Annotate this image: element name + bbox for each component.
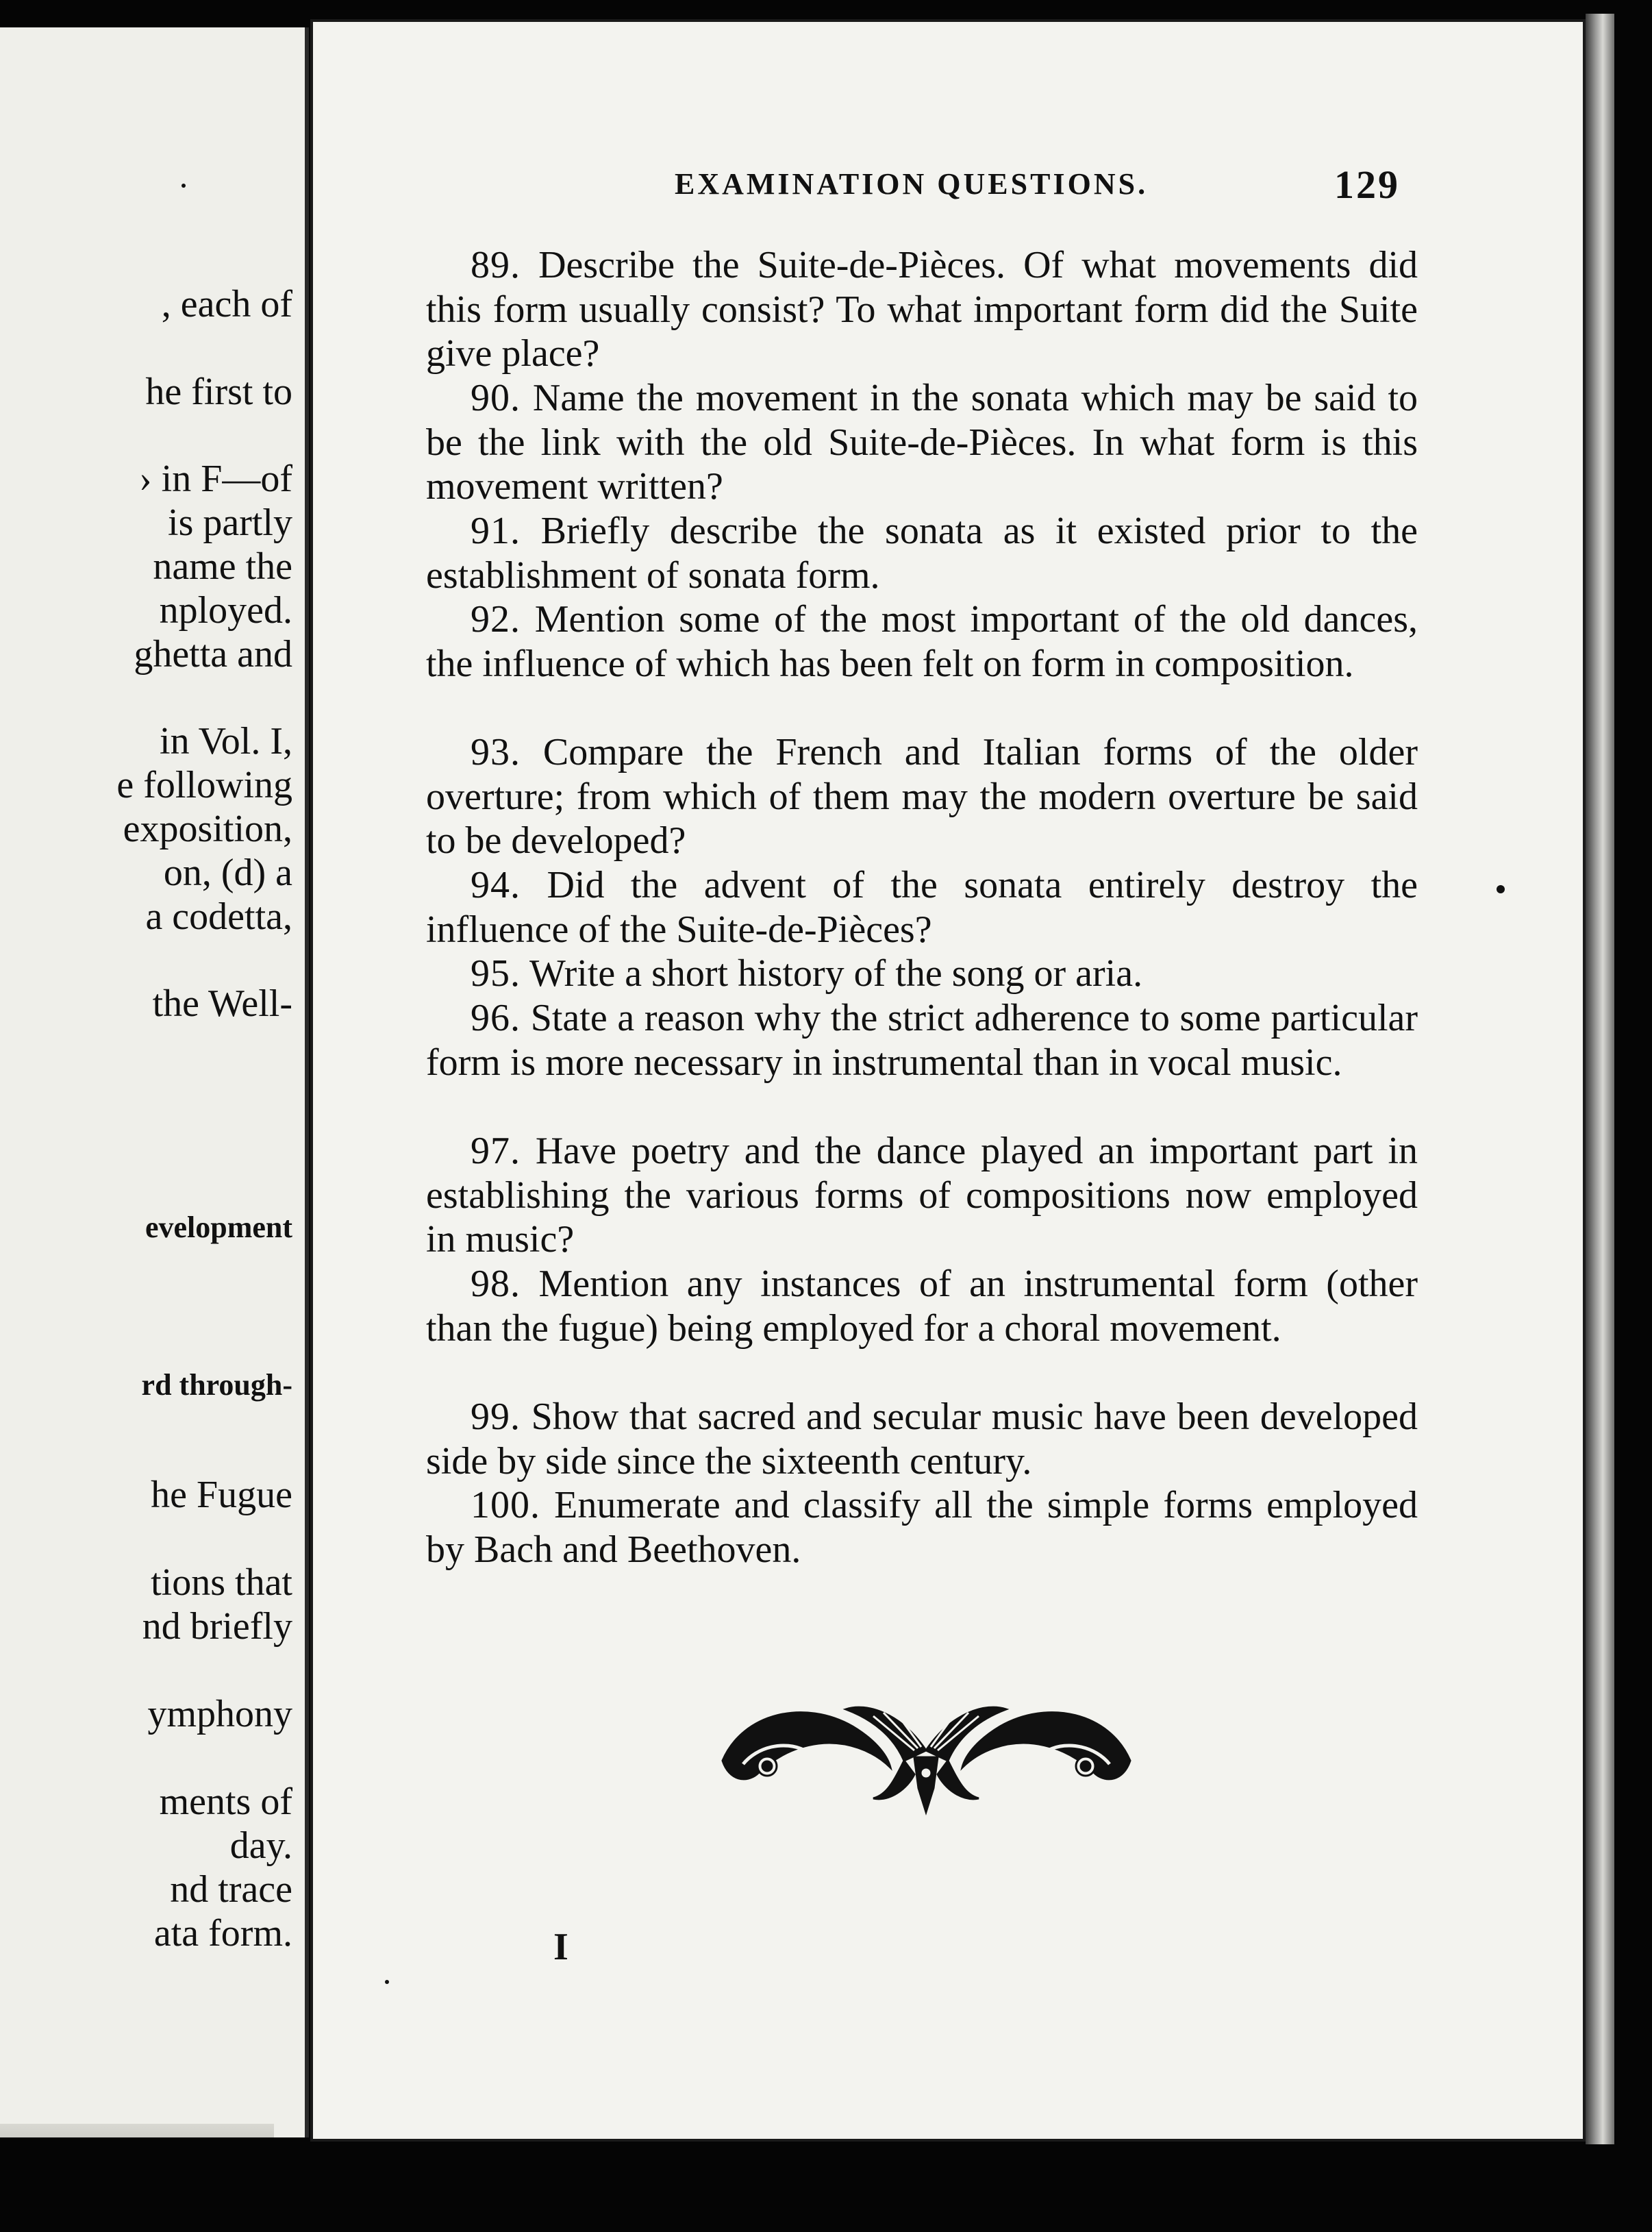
question-item <box>426 1129 1418 1262</box>
question-number: 89. <box>471 244 521 286</box>
left-page-line: a codetta, <box>145 895 292 938</box>
left-page-line: nd trace <box>170 1868 292 1911</box>
left-page-line: e following <box>116 764 292 806</box>
left-page-line: he first to <box>145 371 292 413</box>
question-number: 99. <box>471 1396 521 1438</box>
left-page-line: name the <box>153 545 292 588</box>
left-page-bottom-edge <box>0 2124 274 2137</box>
left-page-fragment <box>0 27 309 2137</box>
left-page-line: is partly <box>168 501 292 544</box>
running-head: EXAMINATION QUESTIONS. <box>675 167 1149 201</box>
left-page-line: he Fugue <box>151 1474 292 1516</box>
question-number: 94. <box>471 864 521 906</box>
question-item <box>426 1395 1418 1483</box>
question-item <box>426 863 1418 952</box>
question-text: Mention any instances of an instrumental form (other than the fugue) being employed for a choral movement. <box>426 1263 1418 1350</box>
page-edge-stack <box>1586 14 1614 2144</box>
question-item <box>426 952 1418 996</box>
left-page-line: in Vol. I, <box>160 720 292 762</box>
question-number: 92. <box>471 598 521 641</box>
question-text: Did the advent of the sonata entirely destroy the influence of the Suite-de-Pièces? <box>426 864 1418 951</box>
scan-speck <box>385 1980 389 1984</box>
scan-speck <box>1497 885 1505 893</box>
left-page-line: nd briefly <box>142 1605 292 1648</box>
signature-mark: I <box>553 1926 568 1968</box>
question-text: Have poetry and the dance played an important part in establishing the various forms of compositions now employed in music? <box>426 1130 1418 1261</box>
question-number: 100. <box>471 1484 540 1526</box>
question-text: Describe the Suite-de-Pièces. Of what movements did this form usually consist? To what important form did the Suite give place? <box>426 244 1418 375</box>
question-number: 97. <box>471 1130 521 1172</box>
question-number: 93. <box>471 731 521 773</box>
left-page-line: , each of <box>161 283 292 325</box>
left-page-line: ymphony <box>147 1693 292 1735</box>
left-page-line: ata form. <box>153 1912 292 1955</box>
question-text: Write a short history of the song or aria. <box>529 952 1143 995</box>
question-item <box>426 1262 1418 1350</box>
left-page-line: › in F—of <box>139 458 292 500</box>
question-item <box>426 376 1418 509</box>
scan-speck <box>182 184 186 188</box>
question-number: 96. <box>471 997 521 1039</box>
question-item <box>426 730 1418 863</box>
winged-tailpiece-ornament-icon <box>716 1685 1137 1815</box>
left-page-line: ghetta and <box>134 633 292 675</box>
left-page-line: on, (d) a <box>163 852 292 894</box>
question-item <box>426 996 1418 1084</box>
question-text: Name the movement in the sonata which may be said to be the link with the old Suite-de-Pièces. In what form is this movement written? <box>426 377 1418 508</box>
question-text: Compare the French and Italian forms of the older overture; from which of them may the modern overture be said to be developed? <box>426 731 1418 863</box>
question-number: 95. <box>471 952 521 995</box>
left-page-line: exposition, <box>123 808 292 850</box>
left-page-line: tions that <box>151 1561 292 1604</box>
left-page-line: nployed. <box>159 589 292 632</box>
left-page-line: evelopment <box>145 1211 292 1244</box>
question-item <box>426 243 1418 376</box>
left-page-line: the Well- <box>152 982 292 1025</box>
question-text: Enumerate and classify all the simple forms employed by Bach and Beethoven. <box>426 1484 1418 1571</box>
question-item <box>426 1483 1418 1572</box>
left-page-line: rd through- <box>141 1368 292 1402</box>
question-text: Mention some of the most important of the old dances, the influence of which has been felt on form in composition. <box>426 598 1418 685</box>
question-number: 90. <box>471 377 521 419</box>
question-text: Show that sacred and secular music have been developed side by side since the sixteenth century. <box>426 1396 1418 1483</box>
question-text: Briefly describe the sonata as it existed prior to the establishment of sonata form. <box>426 510 1418 597</box>
page-number: 129 <box>1334 162 1400 207</box>
question-number: 91. <box>471 510 521 552</box>
question-number: 98. <box>471 1263 521 1305</box>
question-item <box>426 509 1418 597</box>
left-page-line: day. <box>229 1824 292 1867</box>
left-page-line: ments of <box>159 1781 292 1823</box>
question-item <box>426 597 1418 686</box>
question-text: State a reason why the strict adherence to some particular form is more necessary in instrumental than in vocal music. <box>426 997 1418 1084</box>
